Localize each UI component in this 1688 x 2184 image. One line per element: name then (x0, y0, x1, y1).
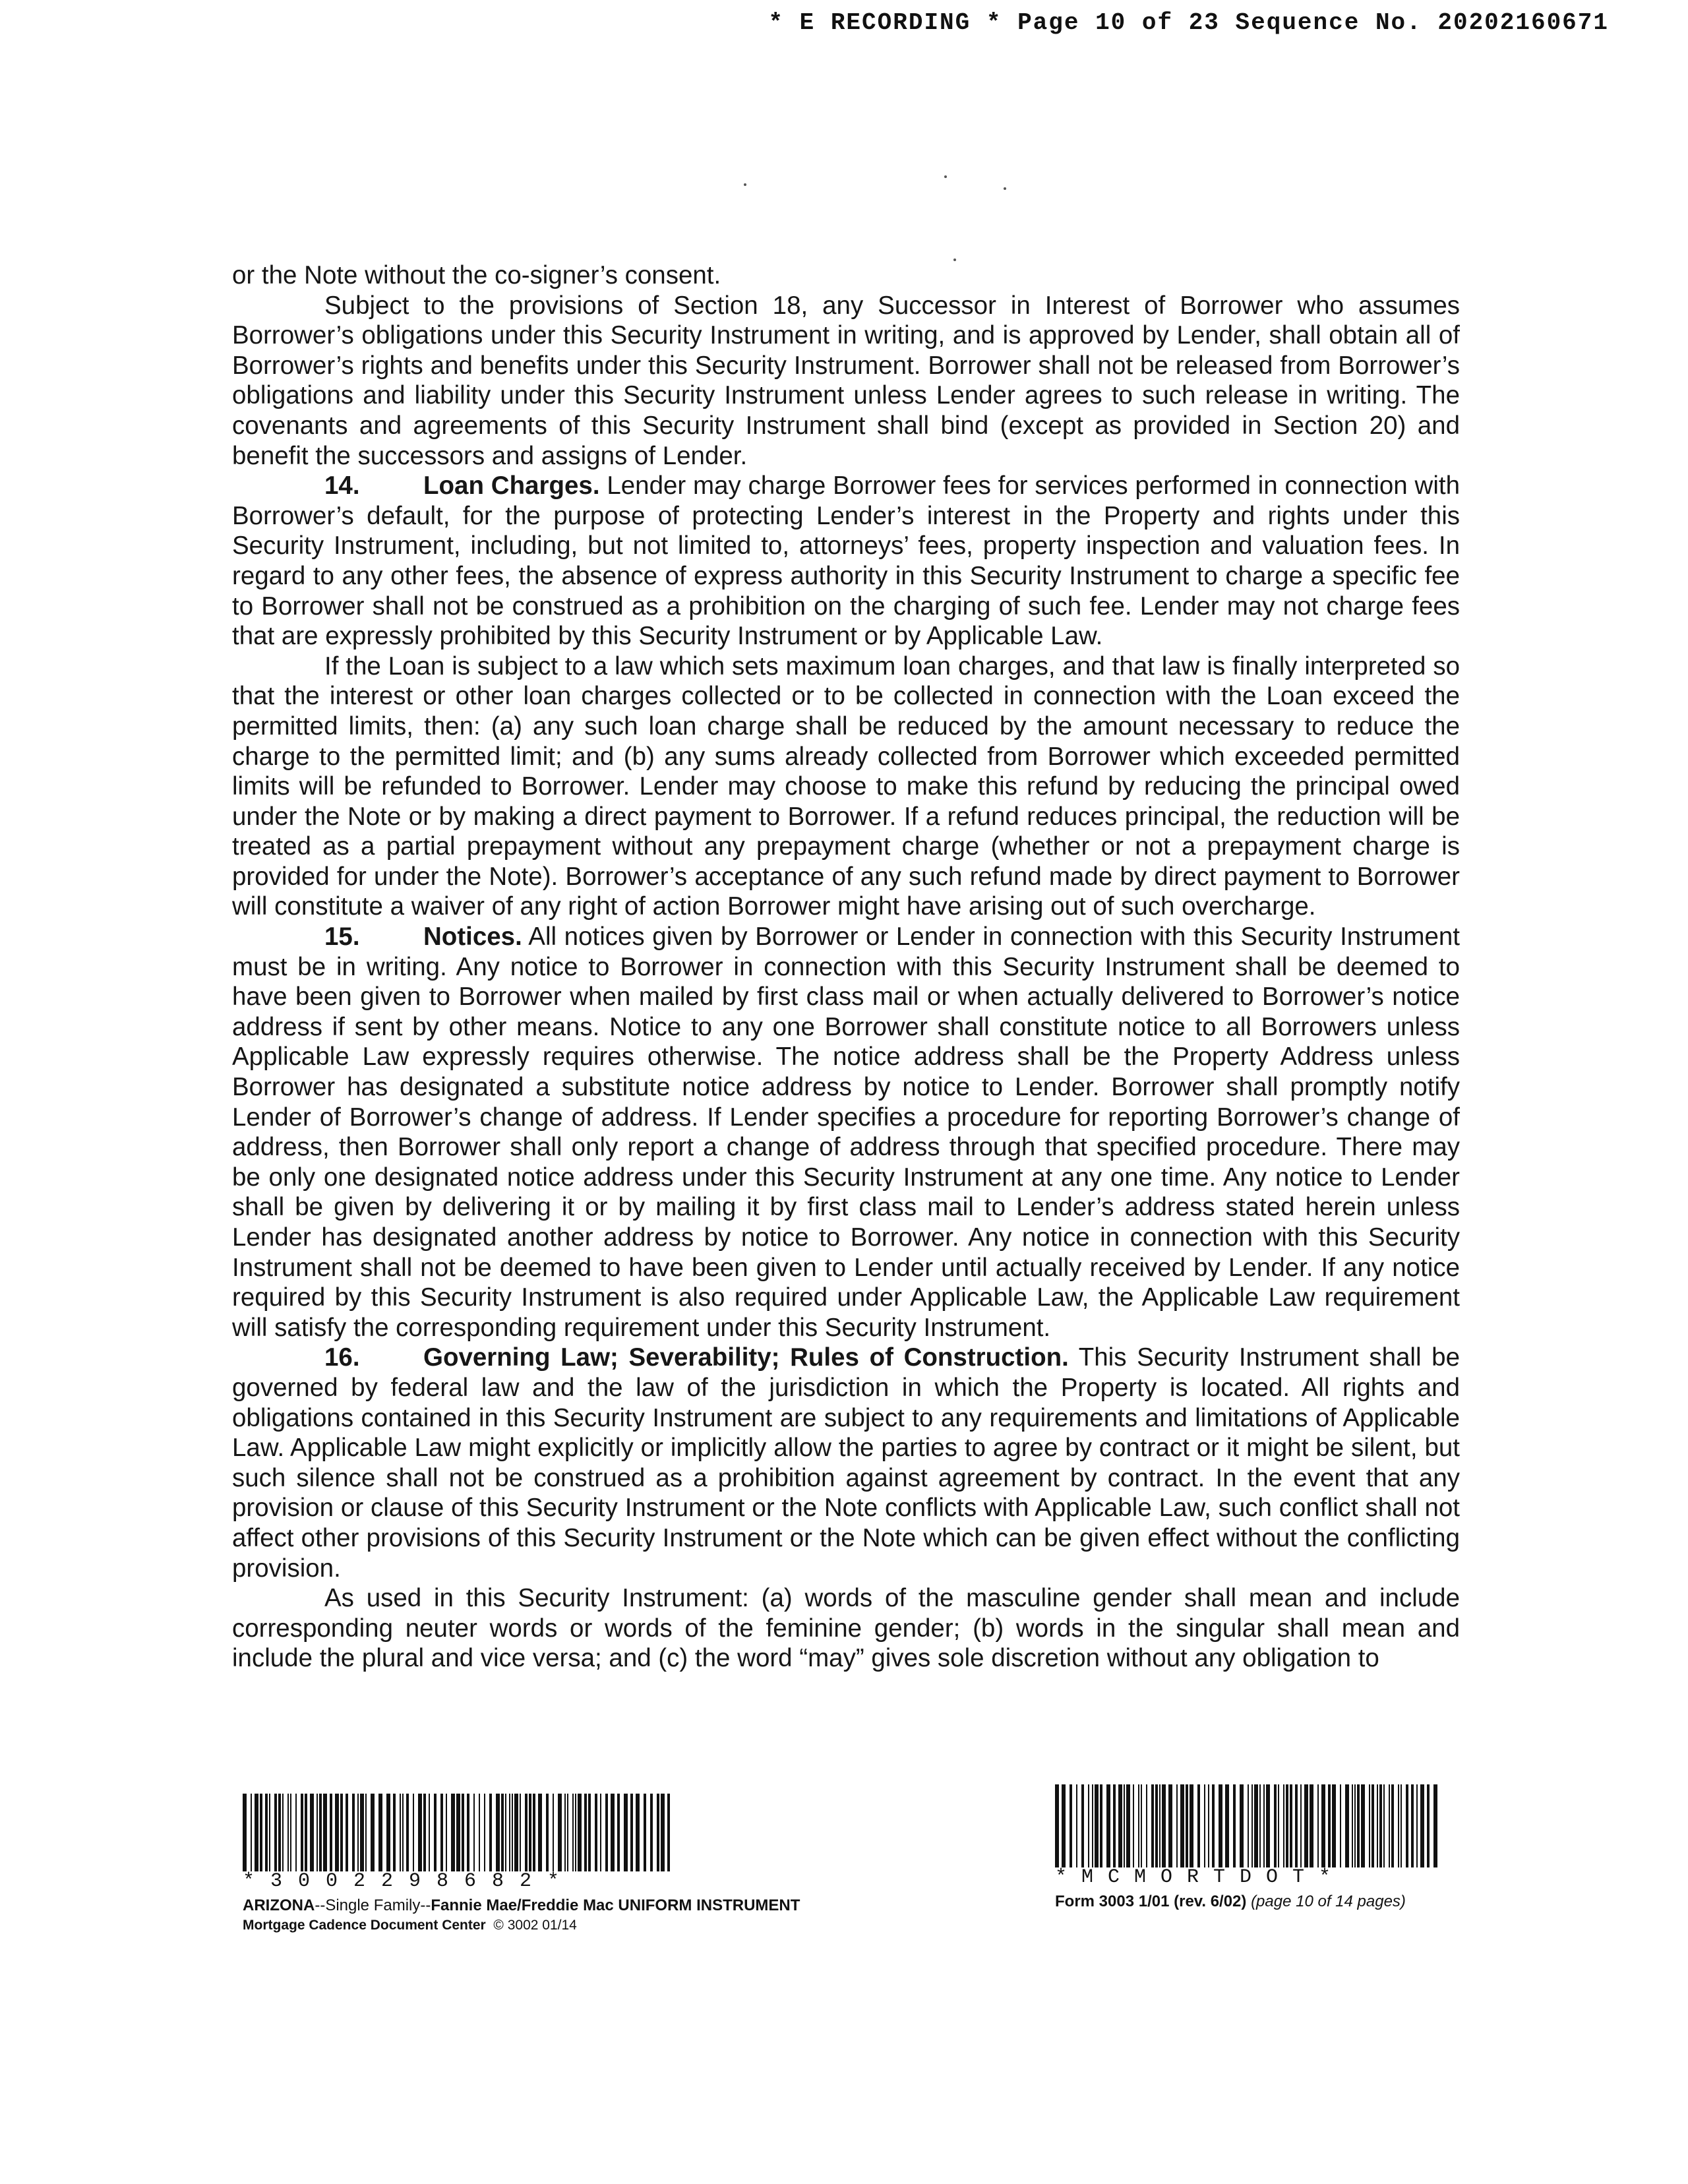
barcode-bar (644, 1794, 646, 1871)
barcode-bar (446, 1794, 447, 1871)
barcode-bar (489, 1794, 492, 1871)
barcode-bar (1391, 1784, 1394, 1867)
recording-header: * E RECORDING * Page 10 of 23 Sequence No. 20202160671 (768, 9, 1609, 36)
barcode-bar (1180, 1784, 1184, 1867)
barcode-bar (1062, 1784, 1066, 1867)
barcode-bar (386, 1794, 390, 1871)
barcode-bar (1317, 1784, 1319, 1867)
barcode-bar (1274, 1784, 1277, 1867)
barcode-bar (330, 1794, 332, 1871)
barcode-bar (1304, 1784, 1308, 1867)
section-number: 15. (324, 923, 360, 952)
form-type: --Single Family-- (315, 1896, 431, 1914)
barcode-bar (588, 1794, 591, 1871)
form-number-text: Form 3003 1/01 (rev. 6/02) (1055, 1893, 1247, 1910)
barcode-bar (287, 1794, 289, 1871)
barcode-bar (572, 1794, 574, 1871)
barcode-bar (1219, 1784, 1222, 1867)
barcode-bar (473, 1794, 475, 1871)
barcode-bar (402, 1794, 404, 1871)
barcode-bar (1155, 1784, 1158, 1867)
barcode-bar (1379, 1784, 1382, 1867)
form-state: ARIZONA (243, 1896, 315, 1914)
form-identifier (243, 1896, 902, 1915)
barcode-bar (1266, 1784, 1270, 1867)
section-title: Loan Charges. (423, 471, 600, 501)
barcode-bar (1141, 1784, 1142, 1867)
barcode-bar (636, 1794, 640, 1871)
barcode-bar (418, 1794, 422, 1871)
section-text: This Security Instrument shall be governed by federal law and the law of the jurisdiction in which the Property is located. All rights and obligations contained in this Security Instrument are subject to any requirements and limitations of Applicable Law. Applicable Law might explicitly or implicitly allow the parties to agree by contract or it might be silent, but such silence shall not be construed as a prohibition against agreement by contract. In the event that any provision or clause of this Security Instrument or the Note conflicts with Applicable Law, such conflict shall not affect other provisions of this Security Instrument or the Note which can be given effect without the conflicting provision. (232, 1343, 1460, 1583)
section-title: Governing Law; Severability; Rules of Construction. (423, 1343, 1069, 1372)
barcode-bar (1133, 1784, 1134, 1867)
barcode-bar (558, 1794, 562, 1871)
barcode-bar (1433, 1784, 1437, 1867)
barcode-bar (553, 1794, 554, 1871)
barcode-bar (310, 1794, 314, 1871)
barcode-bar (1377, 1784, 1378, 1867)
barcode-bar (316, 1794, 318, 1871)
barcode-bar (352, 1794, 355, 1871)
barcode-bar (1352, 1784, 1353, 1867)
barcode-bar (295, 1794, 297, 1871)
barcode-bar (1283, 1784, 1284, 1867)
barcode-bar (269, 1794, 270, 1871)
section-title: Notices. (423, 923, 522, 952)
barcode-bar (1278, 1784, 1279, 1867)
barcode-bar (1138, 1784, 1139, 1867)
barcode-bar (1251, 1784, 1253, 1867)
barcode-bar (1295, 1784, 1298, 1867)
barcode-bar (260, 1794, 262, 1871)
barcode-bar (1225, 1784, 1229, 1867)
barcode-bar (1345, 1784, 1349, 1867)
barcode-bar (514, 1794, 518, 1871)
barcode-bar (400, 1794, 401, 1871)
barcode-bar (467, 1794, 469, 1871)
barcode-bar (650, 1794, 653, 1871)
barcode-bar (357, 1794, 359, 1871)
barcode-bar (564, 1794, 566, 1871)
barcode-bar (1354, 1784, 1356, 1867)
barcode-bar (335, 1794, 339, 1871)
barcode-bar (1055, 1784, 1059, 1867)
barcode-bar (282, 1794, 284, 1871)
paragraph-successors: Subject to the provisions of Section 18, any Successor in Interest of Borrower who assumes Borrower’s obligations under this Security Instrument in writing, and is approved by Lender, shall obtain all of Borrower’s rights and benefits under this Security Instrument. Borrower shall not be released from Borrower’s obligations and liability under this Security Instrument unless Lender agrees to such release in writing. The covenants and agreements of this Security Instrument shall bind (except as provided in Section 20) and benefit the successors and assigns of Lender. (232, 291, 1460, 470)
barcode-bar (1332, 1784, 1336, 1867)
barcode-bar (1411, 1784, 1414, 1867)
barcode-bar (1190, 1784, 1193, 1867)
barcode-bar (301, 1794, 303, 1871)
barcode-bar (265, 1794, 268, 1871)
barcode-bar (365, 1794, 367, 1871)
barcode-bar (456, 1794, 460, 1871)
barcode-bar (1328, 1784, 1331, 1867)
barcode-bar (1126, 1784, 1130, 1867)
barcode-bar (1263, 1784, 1265, 1867)
barcode-bar (1406, 1784, 1408, 1867)
footer-left (243, 1794, 902, 1933)
barcode-bar (617, 1794, 620, 1871)
barcode-bar (501, 1794, 504, 1871)
barcode-bar (1361, 1784, 1365, 1867)
barcode-bar (1300, 1784, 1302, 1867)
barcode-bar (346, 1794, 348, 1871)
barcode-bar (525, 1794, 528, 1871)
barcode-bar (512, 1794, 513, 1871)
barcode-bar (274, 1794, 277, 1871)
barcode-bar (440, 1794, 443, 1871)
section-15 (232, 922, 1460, 1343)
section-14 (232, 471, 1460, 652)
barcode-bar (1340, 1784, 1341, 1867)
barcode-bar (1208, 1784, 1209, 1867)
barcode-bar (1416, 1784, 1418, 1867)
barcode-bar (378, 1794, 382, 1871)
form-instrument: Fannie Mae/Freddie Mac UNIFORM INSTRUMENT (431, 1896, 800, 1914)
barcode-bar (484, 1794, 485, 1871)
barcode-bar (1286, 1784, 1288, 1867)
barcode-bar (1248, 1784, 1249, 1867)
section-text: All notices given by Borrower or Lender in connection with this Security Instrument must be in writing. Any notice to Borrower in connection with this Security Instrument shall be deemed to have been given to Borrower when mailed by first class mail or when actually delivered to Borrower’s notice address if sent by other means. Notice to any one Borrower shall constitute notice to all Borrowers unless Applicable Law expressly requires otherwise. The notice address shall be the Property Address unless Borrower has designated a substitute notice address by notice to Lender. Borrower shall promptly notify Lender of Borrower’s change of address. If Lender specifies a procedure for reporting Borrower’s change of address, then Borrower shall only report a change of address through that specified procedure. There may be only one designated notice address under this Security Instrument at any one time. Any notice to Lender shall be given by delivering it or by mailing it by first class mail to Lender’s address stated herein unless Lender has designated another address by notice to Borrower. Any notice in connection with this Security Instrument shall not be deemed to have been given to Lender until actually received by Lender. If any notice required by this Security Instrument is also required under Applicable Law, the Applicable Law requirement will satisfy the corresponding requirement under this Security Instrument. (232, 923, 1460, 1342)
barcode-bar (1389, 1784, 1390, 1867)
barcode-bar (567, 1794, 568, 1871)
barcode-bar (624, 1794, 628, 1871)
barcode-bar (423, 1794, 426, 1871)
barcode-bar (575, 1794, 576, 1871)
document-body (232, 260, 1460, 1674)
paragraph-construction: As used in this Security Instrument: (a) words of the masculine gender shall mean and include corresponding neuter words or words of the feminine gender; (b) words in the singular shall mean and include the plural and vice versa; and (c) the word “may” gives sole discretion without any obligation to (232, 1584, 1460, 1673)
barcode-bar (1420, 1784, 1424, 1867)
paragraph-continuation: or the Note without the co-signer’s consent. (232, 261, 721, 289)
barcode-bar (451, 1794, 455, 1871)
footer-right (1055, 1784, 1490, 1911)
barcode-bar (305, 1794, 307, 1871)
barcode-bar (529, 1794, 531, 1871)
barcode-bar (1113, 1784, 1116, 1867)
barcode-bar (595, 1794, 597, 1871)
barcode-bar (1146, 1784, 1147, 1867)
barcode-bar (1176, 1784, 1178, 1867)
barcode-bar (667, 1794, 670, 1871)
form-number (1055, 1893, 1490, 1911)
barcode-bar (1372, 1784, 1374, 1867)
barcode-bar (1124, 1784, 1125, 1867)
scan-speck (1004, 187, 1006, 190)
barcode-bar (1081, 1784, 1084, 1867)
barcode-bar (1401, 1784, 1402, 1867)
barcode-bar (657, 1794, 659, 1871)
barcode-bar (1369, 1784, 1370, 1867)
barcode-bar (661, 1794, 665, 1871)
barcode-bar (413, 1794, 414, 1871)
barcode-bar (406, 1794, 409, 1871)
barcode-bar (429, 1794, 430, 1871)
barcode-bar (1106, 1784, 1110, 1867)
section-number: 14. (324, 471, 360, 501)
barcode-bar (1259, 1784, 1261, 1867)
barcode-bar (1290, 1784, 1292, 1867)
barcode-bar (578, 1794, 582, 1871)
barcode-bar (255, 1794, 258, 1871)
barcode-bar (434, 1794, 437, 1871)
barcode-bar (584, 1794, 587, 1871)
barcode-bar (546, 1794, 549, 1871)
barcode-bar (1233, 1784, 1236, 1867)
section-16 (232, 1343, 1460, 1583)
barcode-bar (290, 1794, 291, 1871)
barcode-bar (1092, 1784, 1093, 1867)
barcode-bar (1095, 1784, 1099, 1867)
barcode-bar (533, 1794, 535, 1871)
barcode-bar (1383, 1784, 1385, 1867)
barcode-bar (1310, 1784, 1313, 1867)
barcode-bar (360, 1794, 364, 1871)
paragraph-loan-limits: If the Loan is subject to a law which sets maximum loan charges, and that law is finally interpreted so that the interest or other loan charges collected or to be collected in connection with the Loan exceed the permitted limits, then: (a) any such loan charge shall be reduced by the amount necessary to reduce the charge to the permitted limit; and (b) any sums already collected from Borrower which exceeded permitted limits will be refunded to Borrower. Lender may choose to make this refund by reducing the principal owed under the Note or by making a direct payment to Borrower. If a refund reduces principal, the reduction will be treated as a partial prepayment without any prepayment charge (whether or not a prepayment charge is provided for under the Note). Borrower’s acceptance of any such refund made by direct payment to Borrower will constitute a waiver of any right of action Borrower might have arising out of such overcharge. (232, 652, 1460, 921)
form-barcode (1055, 1784, 1451, 1867)
barcode-bar (496, 1794, 500, 1871)
barcode-bar (243, 1794, 247, 1871)
loan-barcode-text: *3002298682* (243, 1870, 576, 1893)
barcode-bar (505, 1794, 506, 1871)
barcode-bar (1254, 1784, 1258, 1867)
barcode-bar (1070, 1784, 1072, 1867)
loan-barcode (243, 1794, 678, 1871)
barcode-bar (479, 1794, 480, 1871)
form-barcode-text: *MCMORTDOT* (1055, 1866, 1346, 1889)
barcode-bar (340, 1794, 343, 1871)
barcode-bar (611, 1794, 615, 1871)
barcode-bar (1100, 1784, 1102, 1867)
scan-speck (944, 175, 947, 178)
barcode-bar (323, 1794, 327, 1871)
barcode-bar (605, 1794, 608, 1871)
barcode-bar (1151, 1784, 1154, 1867)
barcode-bar (509, 1794, 510, 1871)
barcode-bar (1088, 1784, 1089, 1867)
barcode-bar (1186, 1784, 1188, 1867)
barcode-bar (1357, 1784, 1360, 1867)
barcode-bar (1168, 1784, 1172, 1867)
barcode-bar (278, 1794, 281, 1871)
barcode-bar (630, 1794, 633, 1871)
barcode-bar (1398, 1784, 1399, 1867)
barcode-bar (1240, 1784, 1244, 1867)
barcode-bar (1197, 1784, 1200, 1867)
barcode-bar (520, 1794, 521, 1871)
barcode-bar (371, 1794, 375, 1871)
section-number: 16. (324, 1343, 360, 1372)
barcode-bar (251, 1794, 252, 1871)
barcode-bar (1212, 1784, 1215, 1867)
barcode-bar (538, 1794, 542, 1871)
barcode-bar (319, 1794, 322, 1871)
barcode-bar (1076, 1784, 1077, 1867)
document-center (243, 1918, 902, 1933)
barcode-bar (1162, 1784, 1166, 1867)
document-center-name: Mortgage Cadence Document Center (243, 1918, 486, 1933)
document-center-code: © 3002 01/14 (493, 1918, 577, 1933)
barcode-bar (1427, 1784, 1430, 1867)
barcode-bar (1159, 1784, 1160, 1867)
scan-speck (744, 183, 746, 186)
barcode-bar (1118, 1784, 1122, 1867)
section-text: Lender may charge Borrower fees for services performed in connection with Borrower’s default, for the purpose of protecting Lender’s interest in the Property and rights under this Security Instrument, including, but not limited to, attorneys’ fees, property inspection and valuation fees. In regard to any other fees, the absence of express authority in this Security Instrument to charge a specific fee to Borrower shall not be construed as a prohibition on the charging of such fee. Lender may not charge fees that are expressly prohibited by this Security Instrument or by Applicable Law. (232, 471, 1460, 651)
barcode-bar (462, 1794, 464, 1871)
barcode-bar (1321, 1784, 1325, 1867)
page-count: (page 10 of 14 pages) (1251, 1893, 1406, 1910)
barcode-bar (1204, 1784, 1205, 1867)
barcode-bar (600, 1794, 601, 1871)
barcode-bar (393, 1794, 396, 1871)
